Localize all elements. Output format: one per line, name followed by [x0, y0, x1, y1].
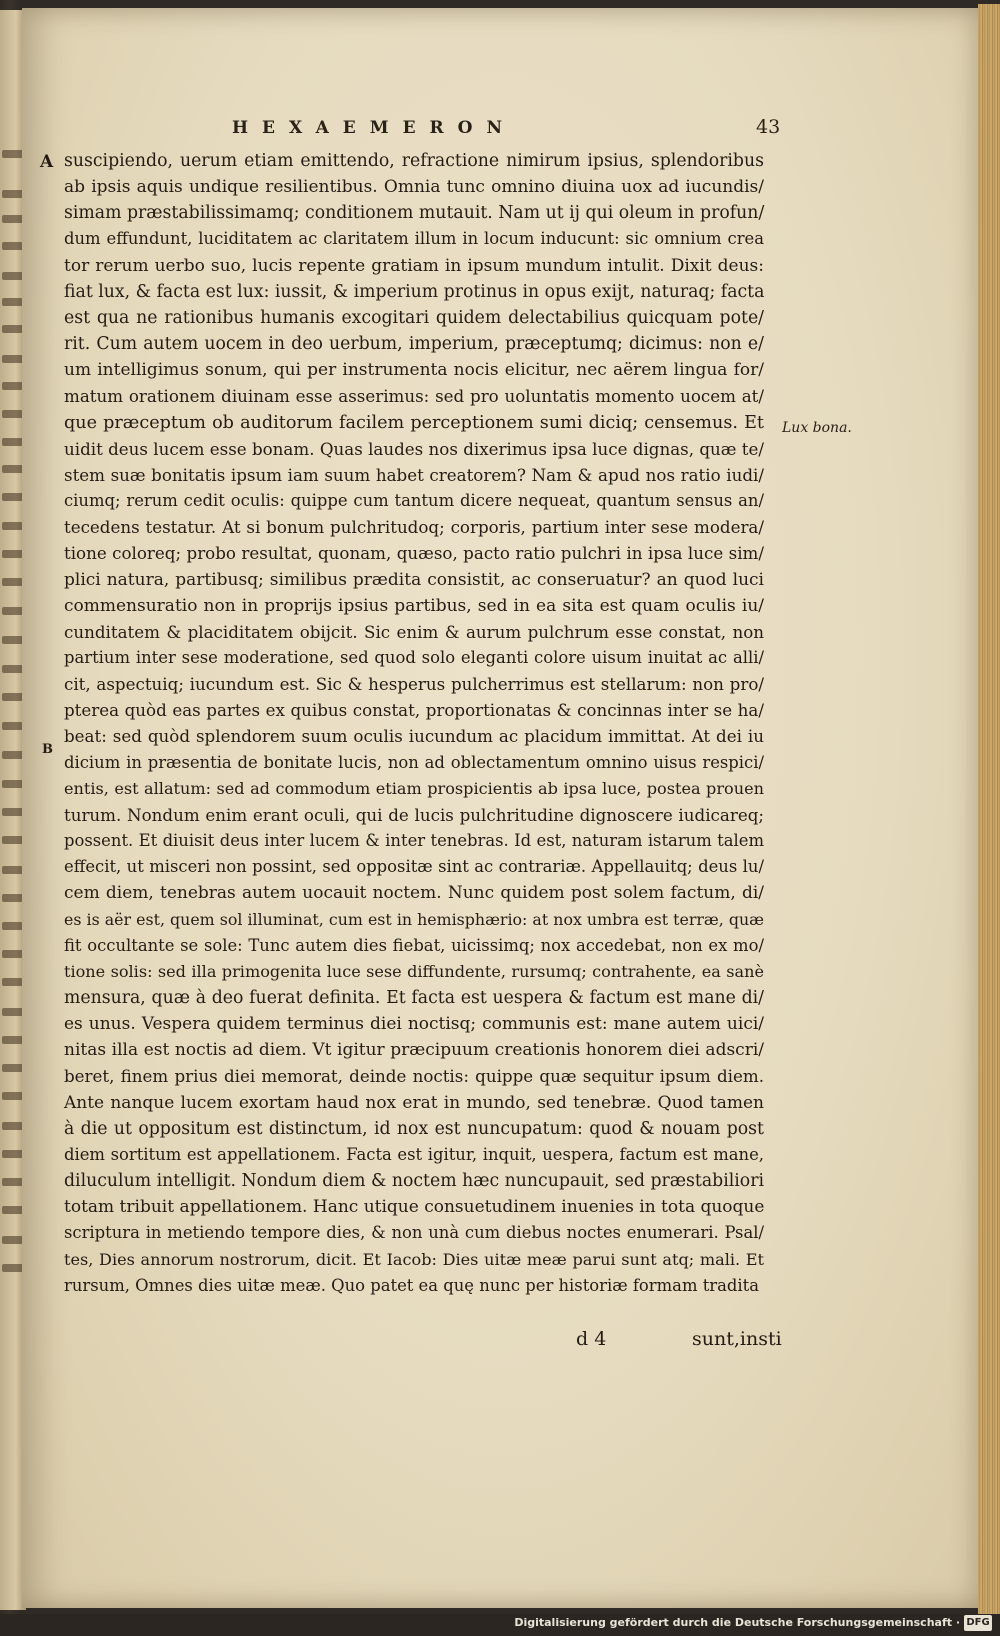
text-line: totam tribuit appellationem. Hanc utique consuetudinem inuenies in tota quoque [64, 1197, 765, 1218]
text-line: dum effundunt, luciditatem ac claritatem illum in locum inducunt: sic omnium crea [64, 229, 764, 249]
text-line: mensura, quæ à deo fuerat definita. Et facta est uespera & factum est mane di/ [64, 988, 764, 1008]
text-line: turum. Nondum enim erant oculi, qui de lucis pulchritudine dignoscere iudicareq; [64, 804, 764, 825]
page-stack-edge [978, 4, 1000, 1614]
text-line: rit. Cum autem uocem in deo uerbum, imperium, præceptumq; dicimus: non e/ [64, 334, 764, 355]
folio-number: 43 [756, 116, 781, 138]
section-letter-b: B [42, 742, 53, 757]
text-line: stem suæ bonitatis ipsum iam suum habet creatorem? Nam & apud nos ratio iudi/ [64, 464, 764, 485]
text-line: entis, est allatum: sed ad commodum etiam prospicientis ab ipsa luce, postea prouen [64, 778, 764, 798]
text-line: Ante nanque lucem exortam haud nox erat in mundo, sed tenebræ. Quod tamen [64, 1092, 764, 1113]
running-head: HEXAEMERON [232, 118, 517, 138]
text-line: cem diem, tenebras autem uocauit noctem. Nunc quidem post solem factum, di/ [64, 883, 764, 904]
text-line: cit, aspectuiq; iucundum est. Sic & hesperus pulcherrimus est stellarum: non pro/ [64, 674, 764, 695]
text-line: partium inter sese moderatione, sed quod solo eleganti colore uisum inuitat ac alli/ [64, 647, 764, 667]
marginal-note: Lux bona. [782, 420, 852, 436]
text-line: um intelligimus sonum, qui per instrumenta nocis elicitur, nec aërem lingua for/ [64, 360, 764, 381]
text-line: suscipiendo, uerum etiam emittendo, refractione nimirum ipsius, splendoribus [64, 151, 764, 171]
text-line: tecedens testatur. At si bonum pulchritudoq; corporis, partium inter sese modera/ [64, 517, 764, 538]
text-line: à die ut oppositum est distinctum, id nox est nuncupatum: quod & nouam post [64, 1118, 764, 1139]
text-line: plici natura, partibusq; similibus prædita consistit, ac conseruatur? an quod luci [64, 569, 764, 590]
text-line: pterea quòd eas partes ex quibus constat, proportionatas & concinnas inter se ha/ [64, 700, 764, 721]
text-line: est qua ne rationibus humanis excogitari quidem delectabilius quicquam pote/ [64, 307, 764, 328]
text-line: scriptura in metiendo tempore dies, & non unà cum diebus noctes enumerari. Psal/ [64, 1223, 764, 1243]
text-line: commensuratio non in proprijs ipsius partibus, sed in ea sita est quam oculis iu/ [64, 595, 764, 616]
text-line: uidit deus lucem esse bonam. Quas laudes nos dixerimus ipsa luce dignas, quæ te/ [64, 438, 764, 459]
text-line: fit occultante se sole: Tunc autem dies fiebat, uicissimq; nox accedebat, non ex mo/ [64, 935, 764, 955]
section-letter-a: A [40, 152, 54, 172]
catchword: sunt,insti [692, 1328, 782, 1350]
text-line: cunditatem & placiditatem obijcit. Sic enim & aurum pulchrum esse constat, non [64, 621, 764, 642]
text-line: nitas illa est noctis ad diem. Vt igitur præcipuum creationis honorem diei adscri/ [64, 1040, 764, 1061]
text-line: dicium in præsentia de bonitate lucis, non ad oblectamentum omnino uisus respici/ [64, 752, 764, 772]
text-line: ab ipsis aquis undique resilientibus. Omnia tunc omnino diuina uox ad iucundis/ [64, 177, 764, 198]
text-line: tor rerum uerbo suo, lucis repente gratiam in ipsum mundum intulit. Dixit deus: [64, 255, 764, 276]
text-line: es unus. Vespera quidem terminus diei noctisq; communis est: mane autem uici/ [64, 1014, 764, 1035]
body-text [64, 148, 764, 1299]
text-line: fiat lux, & facta est lux: iussit, & imperium protinus in opus exijt, naturaq; facta [64, 281, 765, 302]
text-line: que præceptum ob auditorum facilem perceptionem sumi diciq; censemus. Et [64, 412, 764, 433]
text-line: possent. Et diuisit deus inter lucem & inter tenebras. Id est, naturam istarum talem [64, 831, 764, 851]
signature-mark: d 4 [576, 1328, 607, 1350]
text-line: effecit, ut misceri non possint, sed oppositæ sint ac contrariæ. Appellauitq; deus lu/ [64, 857, 764, 877]
text-line: matum orationem diuinam esse asserimus: sed pro uoluntatis momento uocem at/ [64, 386, 764, 407]
text-line: tes, Dies annorum nostrorum, dicit. Et Iacob: Dies uitæ meæ parui sunt atq; mali. Et [64, 1249, 764, 1269]
dfg-credit: Digitalisierung gefördert durch die Deutsche Forschungsgemeinschaft · [514, 1616, 960, 1629]
text-line: beat: sed quòd splendorem suum oculis iucundum ac placidum immittat. At dei iu [64, 726, 764, 747]
text-line: tione solis: sed illa primogenita luce sese diffundente, rursumq; contrahente, ea sanè [64, 961, 764, 981]
text-line: beret, finem prius diei memorat, deinde noctis: quippe quæ sequitur ipsum diem. [64, 1066, 764, 1087]
text-line: diem sortitum est appellationem. Facta est igitur, inquit, uespera, factum est mane, [64, 1144, 764, 1164]
text-line: ciumq; rerum cedit oculis: quippe cum tantum dicere nequeat, quantum sensus an/ [64, 491, 764, 511]
dfg-logo: DFG [964, 1615, 992, 1631]
text-line: es is aër est, quem sol illuminat, cum est in hemisphærio: at nox umbra est terræ, quæ [64, 909, 764, 929]
text-line: rursum, Omnes dies uitæ meæ. Quo patet ea quę nunc per historiæ formam tradita [64, 1275, 759, 1295]
text-line: diluculum intelligit. Nondum diem & noctem hæc nuncupauit, sed præstabiliori [64, 1171, 764, 1192]
text-line: simam præstabilissimamq; conditionem mutauit. Nam ut ij qui oleum in profun/ [64, 203, 765, 224]
text-line: tione coloreq; probo resultat, quonam, quæso, pacto ratio pulchri in ipsa luce sim/ [64, 543, 764, 564]
